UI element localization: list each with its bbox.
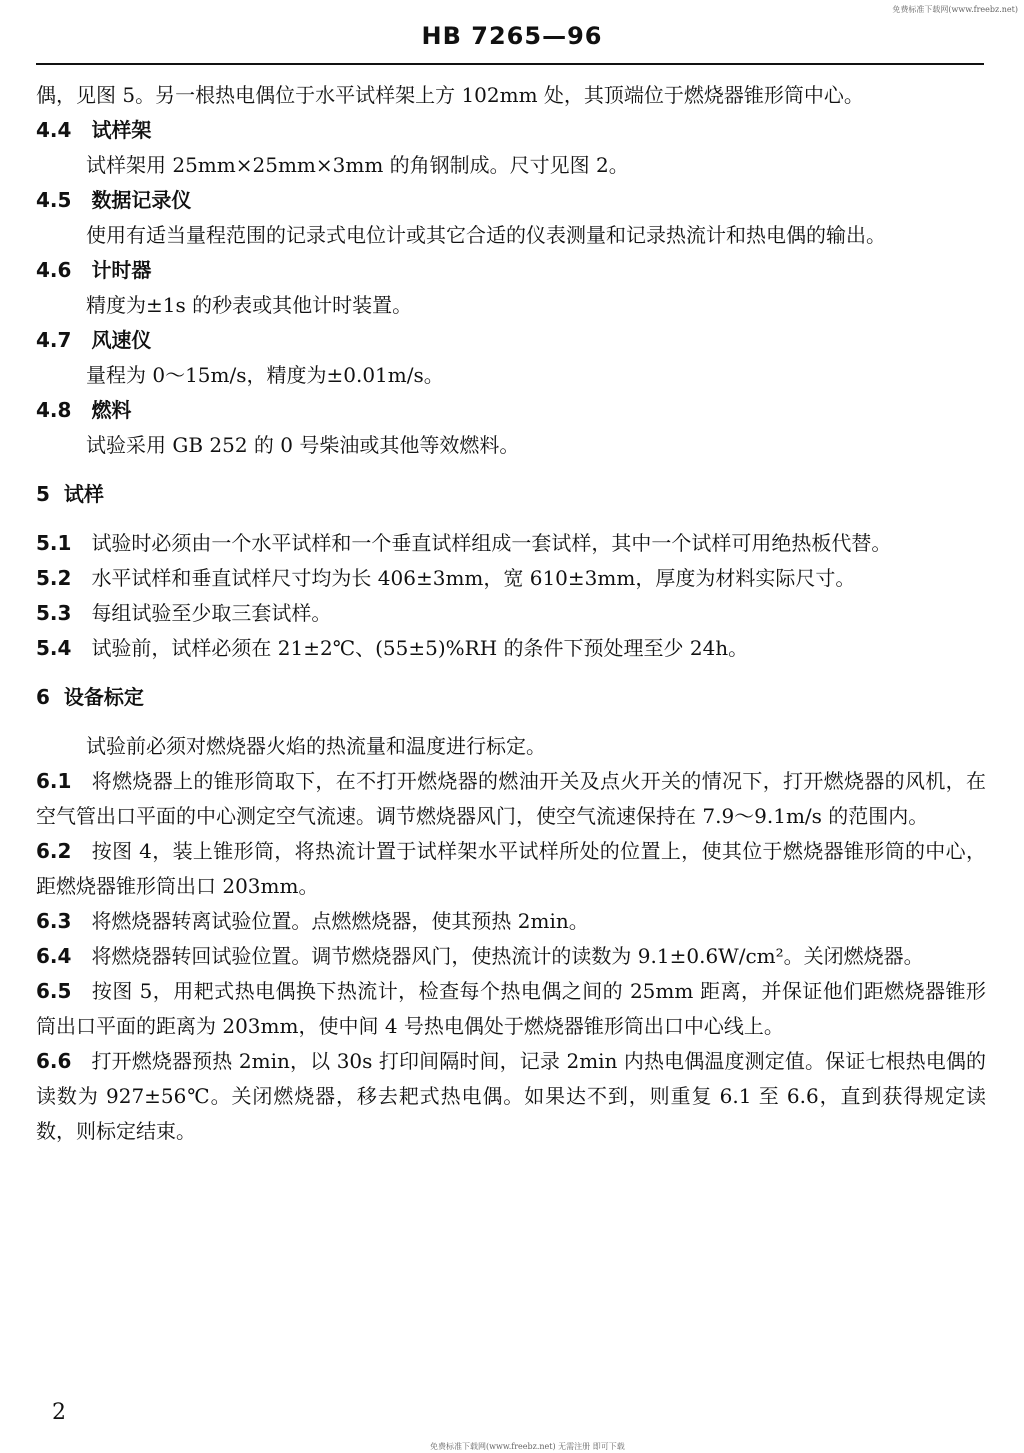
clause-number: 4.6 [36,258,72,282]
clause-number: 6.3 [36,909,72,933]
clause-text: 将燃烧器转回试验位置。调节燃烧器风门，使热流计的读数为 9.1±0.6W/cm²。关闭燃烧器。 [91,944,924,968]
clause-title: 试样架 [91,118,152,142]
watermark-bottom: 免费标准下载网(www.freebz.net) 无需注册 即可下载 [430,1442,625,1451]
clause-6-6 [36,1044,986,1149]
clause-4-4-text: 试样架用 25mm×25mm×3mm 的角钢制成。尺寸见图 2。 [86,153,629,177]
clause-5-2 [36,561,986,596]
section-5-heading [36,477,986,512]
standard-code: HB 7265—96 [421,22,603,50]
section-6-intro: 试验前必须对燃烧器火焰的热流量和温度进行标定。 [86,734,546,758]
section-number: 6 [36,685,50,709]
clause-number: 4.4 [36,118,72,142]
clause-number: 4.8 [36,398,72,422]
clause-6-5 [36,974,986,1044]
clause-4-8-text: 试验采用 GB 252 的 0 号柴油或其他等效燃料。 [86,433,520,457]
clause-text: 将燃烧器转离试验位置。点燃燃烧器，使其预热 2min。 [91,909,589,933]
clause-6-3 [36,904,986,939]
clause-number: 6.2 [36,839,72,863]
clause-6-2 [36,834,986,904]
clause-number: 6.6 [36,1049,72,1073]
clause-4-7-text: 量程为 0～15m/s，精度为±0.01m/s。 [86,363,444,387]
clause-4-7-heading [36,323,986,358]
clause-number: 5.1 [36,531,72,555]
clause-number: 4.7 [36,328,72,352]
intro-paragraph: 偶，见图 5。另一根热电偶位于水平试样架上方 102mm 处，其顶端位于燃烧器锥形筒中心。 [36,83,864,107]
clause-text: 水平试样和垂直试样尺寸均为长 406±3mm，宽 610±3mm，厚度为材料实际尺寸。 [91,566,856,590]
page-number: 2 [52,1400,66,1425]
clause-number: 4.5 [36,188,72,212]
clause-text: 按图 4，装上锥形筒，将热流计置于试样架水平试样所处的位置上，使其位于燃烧器锥形筒的中心，距燃烧器锥形筒出口 203mm。 [36,839,986,898]
clause-4-4-heading [36,113,986,148]
clause-4-5-text: 使用有适当量程范围的记录式电位计或其它合适的仪表测量和记录热流计和热电偶的输出。 [86,223,886,247]
clause-number: 5.3 [36,601,72,625]
body-text [36,78,986,1149]
section-6-heading [36,680,986,715]
clause-text: 每组试验至少取三套试样。 [91,601,332,625]
clause-5-3 [36,596,986,631]
clause-title: 数据记录仪 [91,188,192,212]
clause-number: 6.4 [36,944,72,968]
clause-text: 试验前，试样必须在 21±2℃、(55±5)%RH 的条件下预处理至少 24h。 [91,636,749,660]
spacer [36,512,986,526]
clause-6-1 [36,764,986,834]
clause-title: 计时器 [91,258,152,282]
clause-number: 6.1 [36,769,72,793]
clause-title: 燃料 [91,398,132,422]
clause-text: 打开燃烧器预热 2min，以 30s 打印间隔时间，记录 2min 内热电偶温度测定值。保证七根热电偶的读数为 927±56℃。关闭燃烧器，移去耙式热电偶。如果达不到，则重复 6.1 至 6.6，直到获得规定读数，则标定结束。 [36,1049,986,1143]
section-title: 试样 [63,482,104,506]
clause-5-4 [36,631,986,666]
section-number: 5 [36,482,50,506]
clause-text: 将燃烧器上的锥形筒取下，在不打开燃烧器的燃油开关及点火开关的情况下，打开燃烧器的风机，在空气管出口平面的中心测定空气流速。调节燃烧器风门，使空气流速保持在 7.9～9.1m/s 的范围内。 [36,769,986,828]
watermark-top: 免费标准下载网(www.freebz.net) [892,5,1018,14]
clause-number: 6.5 [36,979,72,1003]
clause-number: 5.2 [36,566,72,590]
clause-title: 风速仪 [91,328,152,352]
clause-number: 5.4 [36,636,72,660]
clause-5-1 [36,526,986,561]
clause-4-5-heading [36,183,986,218]
clause-4-6-text: 精度为±1s 的秒表或其他计时装置。 [86,293,413,317]
header-rule [36,63,984,65]
clause-6-4 [36,939,986,974]
spacer [36,715,986,729]
clause-4-6-heading [36,253,986,288]
section-title: 设备标定 [63,685,144,709]
clause-text: 按图 5，用耙式热电偶换下热流计，检查每个热电偶之间的 25mm 距离，并保证他们距燃烧器锥形筒出口平面的距离为 203mm，使中间 4 号热电偶处于燃烧器锥形筒出口中心线上。 [36,979,986,1038]
clause-4-8-heading [36,393,986,428]
clause-text: 试验时必须由一个水平试样和一个垂直试样组成一套试样，其中一个试样可用绝热板代替。 [91,531,892,555]
